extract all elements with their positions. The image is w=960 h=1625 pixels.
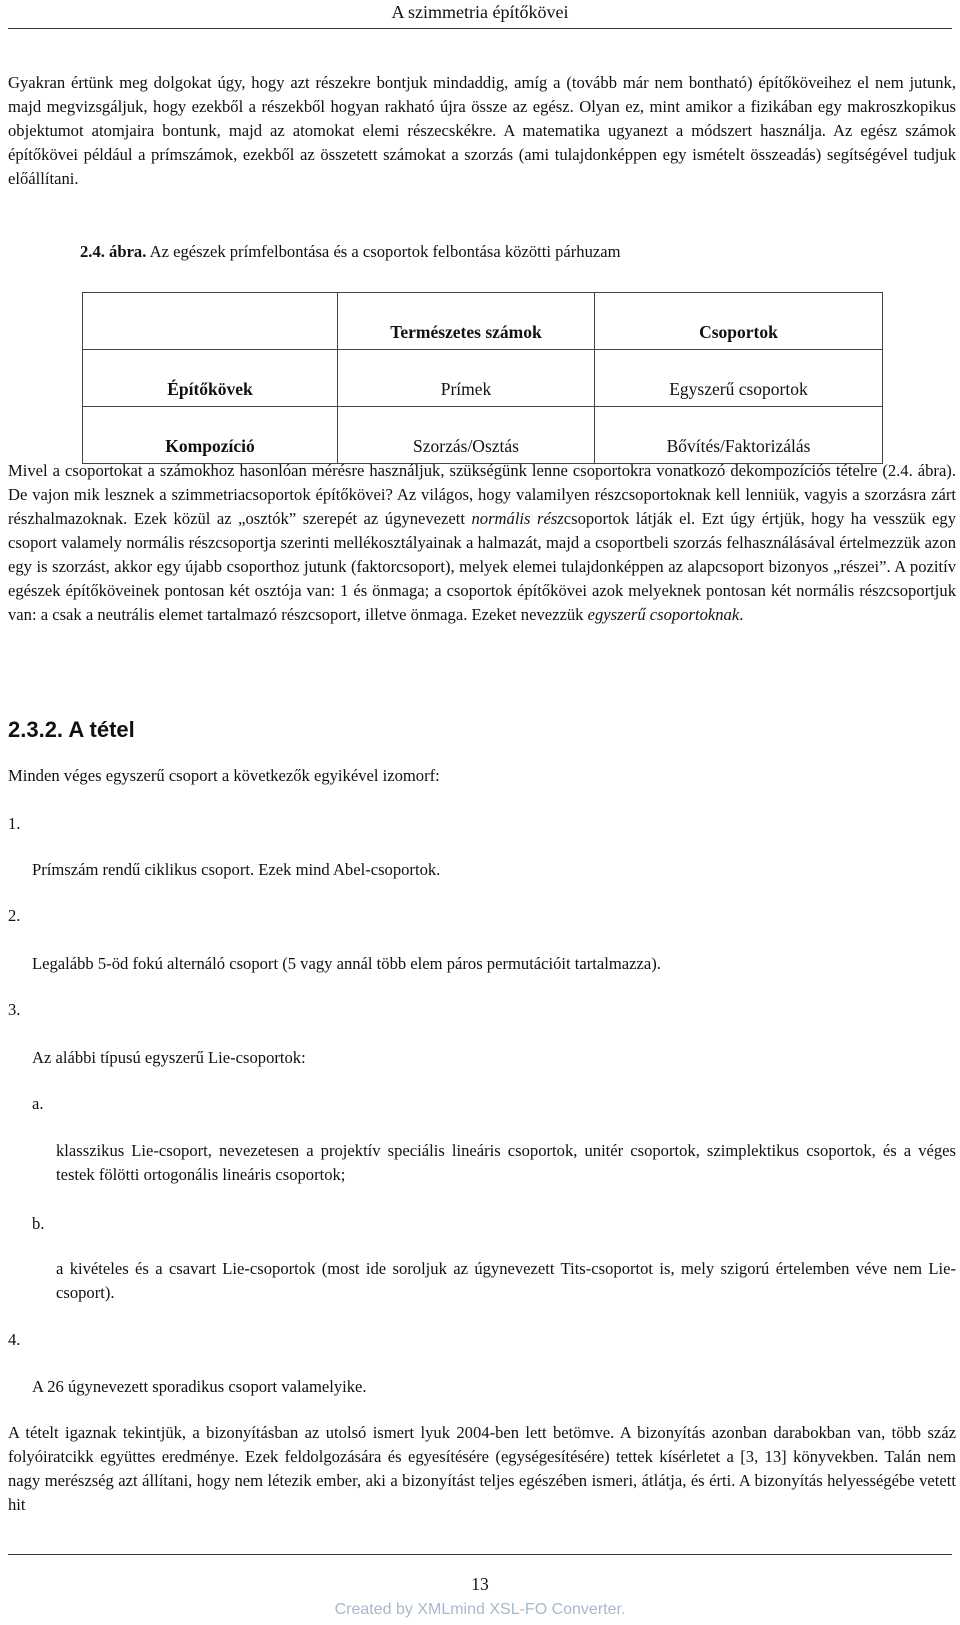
- list-item: Legalább 5-öd fokú alternáló csoport (5 vagy annál több elem páros permutációit tartalmazza).: [32, 954, 661, 973]
- table-row-label: Építőkövek: [83, 350, 338, 407]
- list-number: 2.: [8, 906, 21, 925]
- figure-caption: [80, 240, 621, 264]
- theorem-lead: Minden véges egyszerű csoport a következők egyikével izomorf:: [8, 766, 440, 785]
- table-row-label: Kompozíció: [83, 407, 338, 464]
- table-header-cell: Természetes számok: [338, 293, 595, 350]
- section-title: 2.3.2. A tétel: [8, 717, 135, 742]
- comparison-table: [82, 292, 883, 464]
- table-row: [83, 350, 883, 407]
- body-emphasis: egyszerű csoportoknak: [587, 605, 740, 624]
- page-number: 13: [471, 1574, 489, 1594]
- table-cell: Szorzás/Osztás: [338, 407, 595, 464]
- body-text: csoportok látják el. Ezt úgy értjük, hogy ha vesszük egy csoport valamely normális részcsoportja szerinti mellékosztályainak a halmazát, majd a csoportbeli szorzás felhasználásával értelmezzük azon egy is szorzást, akkor egy újabb csoporthoz jutunk (faktorcsoport), melyek elemei tulajdonképpen az alapcsoport bizonyos „részei”. A pozitív egészek építőköveinek pontosan két osztója van: 1 és önmaga; a csoportok építőkövei azok melyeknek pontosan két normális részcsoportjuk van: a csak a neutrális elemet tartalmazó részcsoport, illetve önmaga. Ezeket nevezzük: [8, 509, 956, 624]
- running-header: A szimmetria építőkövei: [391, 2, 569, 22]
- table-header-row: [83, 293, 883, 350]
- body-paragraph: [8, 459, 956, 627]
- table-header-cell: [83, 293, 338, 350]
- intro-paragraph: Gyakran értünk meg dolgokat úgy, hogy azt részekre bontjuk mindaddig, amíg a (tovább már nem bontható) építőköveihez el nem jutunk, majd megvizsgáljuk, hogy ezekből a részekből hogyan rakható újra össze az egész. Olyan ez, mint amikor a fizikában egy makroszkopikus objektumot atomjaira bontunk, majd az atomokat elemi részecskékre. A matematika ugyanezt a módszert használja. Az egész számok építőkövei például a prímszámok, ezekből az összetett számokat a szorzás (ami tulajdonképpen egy ismételt összeadás) segítségével tudjuk előállítani.: [8, 73, 956, 188]
- closing-paragraph: A tételt igaznak tekintjük, a bizonyításban az utolsó ismert lyuk 2004-ben lett betömve. A bizonyítás azonban darabokban van, több száz folyóiratcikk együttes eredménye. Ezek feldolgozására és egyesítésére (egységesítésére) tettek kísérletet a [3, 13] könyvekben. Talán nem nagy merészség azt állítani, hogy nem létezik ember, aki a bizonyítást teljes egészében ismeri, átlátja, és érti. A bizonyítás helyességébe vetett hit: [8, 1423, 956, 1514]
- sublist-item: klasszikus Lie-csoport, nevezetesen a projektív speciális lineáris csoportok, unitér csoportok, szimplektikus csoportok, és a véges testek fölötti ortogonális lineáris csoportok;: [56, 1141, 956, 1184]
- header-rule: [8, 28, 952, 29]
- body-text: Mivel a csoportokat a számokhoz hasonlóan mérésre használjuk, szükségünk lenne csoportokra vonatkozó dekompozíciós tételre (2.4. ábra). De vajon mik lesznek a szimmetriacsoportok építőkövei? Az világos, hogy valamilyen részcsoportoknak kell lenniük, vagyis a szorzásra zárt részhalmazoknak. Ezek közül az „osztók” szerepét az úgynevezett: [8, 461, 956, 528]
- figure-caption-text: Az egészek prímfelbontása és a csoportok felbontása közötti párhuzam: [146, 242, 621, 261]
- figure-label: 2.4. ábra.: [80, 242, 147, 261]
- list-number: 3.: [8, 1000, 21, 1019]
- generator-watermark: Created by XMLmind XSL-FO Converter.: [334, 1601, 626, 1618]
- table-cell: Prímek: [338, 350, 595, 407]
- sublist-letter: a.: [32, 1094, 44, 1113]
- body-text: .: [739, 605, 744, 624]
- body-emphasis: normális rész: [471, 509, 564, 528]
- list-number: 1.: [8, 814, 21, 833]
- table-cell: Bővítés/Faktorizálás: [595, 407, 883, 464]
- sublist-letter: b.: [32, 1214, 45, 1233]
- table-row: [83, 407, 883, 464]
- list-item: A 26 úgynevezett sporadikus csoport valamelyike.: [32, 1377, 367, 1396]
- sublist-item: a kivételes és a csavart Lie-csoportok (most ide soroljuk az úgynevezett Tits-csoportot is, mely szigorú értelemben véve nem Lie-csoport).: [56, 1259, 956, 1302]
- list-item: Az alábbi típusú egyszerű Lie-csoportok:: [32, 1048, 306, 1067]
- table-cell: Egyszerű csoportok: [595, 350, 883, 407]
- list-number: 4.: [8, 1330, 21, 1349]
- footer-rule: [8, 1554, 952, 1555]
- list-item: Prímszám rendű ciklikus csoport. Ezek mind Abel-csoportok.: [32, 860, 441, 879]
- table-header-cell: Csoportok: [595, 293, 883, 350]
